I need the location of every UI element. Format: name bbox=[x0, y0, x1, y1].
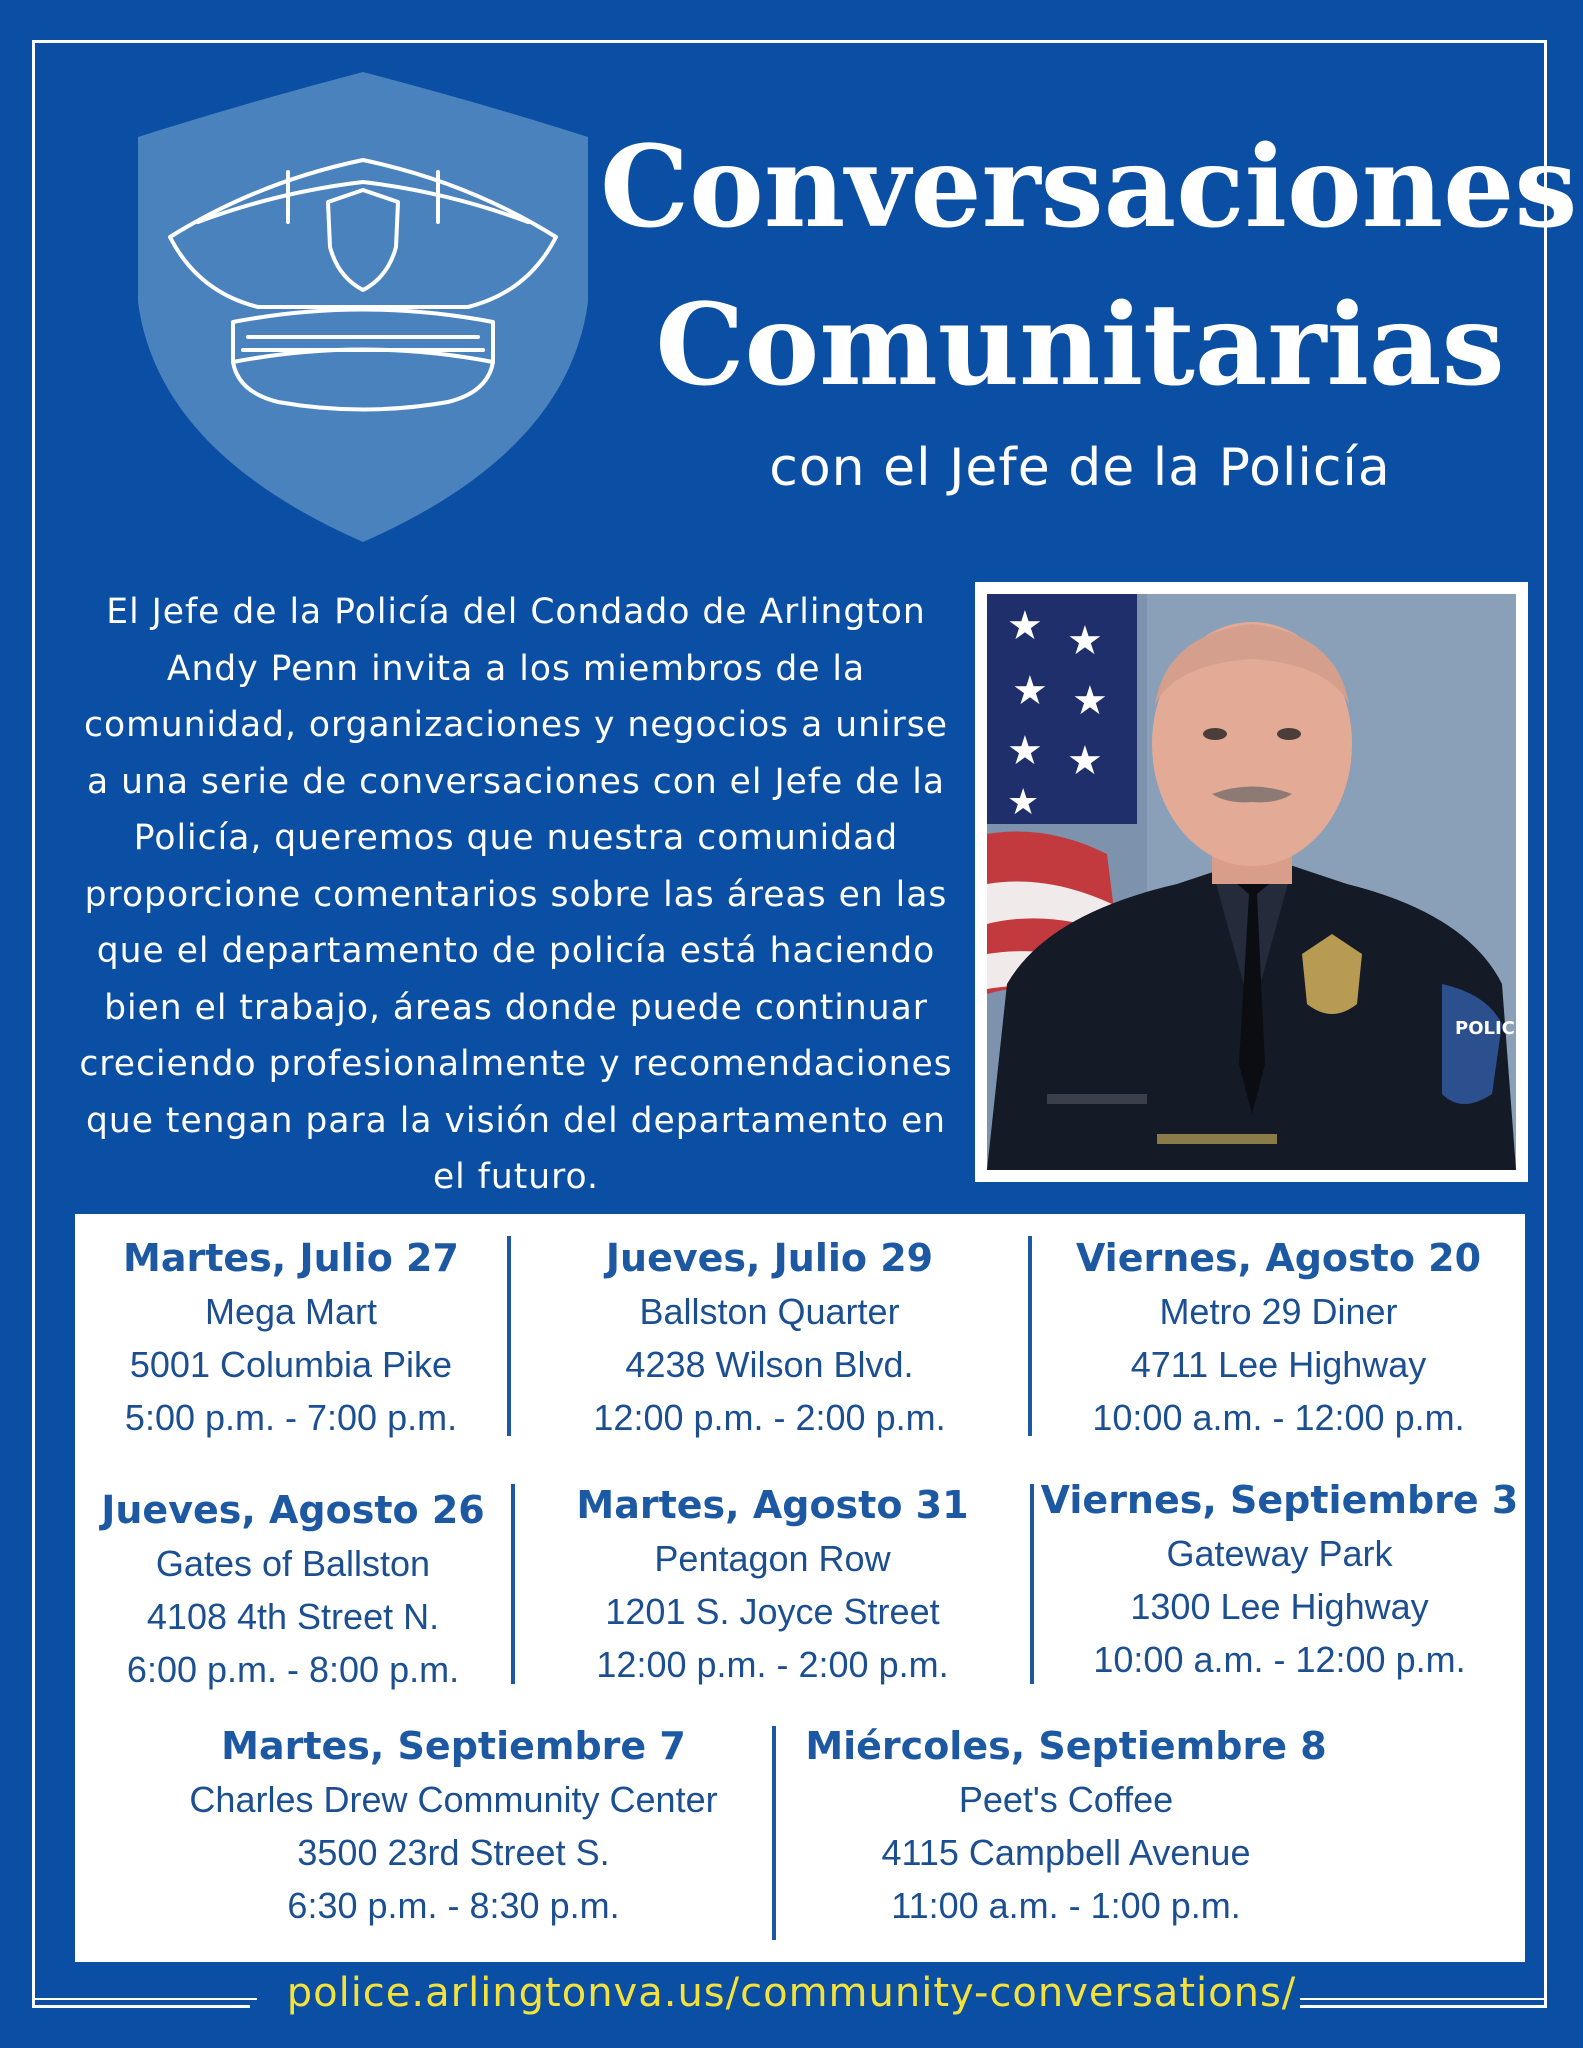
event-place: Metro 29 Diner bbox=[1159, 1291, 1398, 1332]
title-line-2: Comunitarias bbox=[655, 280, 1505, 411]
event-time: 12:00 p.m. - 2:00 p.m. bbox=[593, 1397, 946, 1438]
event-address: 5001 Columbia Pike bbox=[129, 1344, 453, 1385]
event-time: 5:00 p.m. - 7:00 p.m. bbox=[124, 1397, 458, 1438]
event-address: 1201 S. Joyce Street bbox=[605, 1591, 940, 1632]
event-date: Miércoles, Septiembre 8 bbox=[805, 1724, 1327, 1768]
intro-line: El Jefe de la Policía del Condado de Arlington bbox=[106, 592, 926, 632]
events-panel bbox=[75, 1214, 1525, 1962]
intro-paragraph bbox=[62, 584, 970, 1206]
event-date: Martes, Septiembre 7 bbox=[221, 1724, 686, 1768]
event-card bbox=[511, 1232, 1028, 1444]
svg-text:★: ★ bbox=[1012, 668, 1048, 714]
event-place: Gateway Park bbox=[1166, 1533, 1393, 1574]
event-date: Martes, Agosto 31 bbox=[576, 1483, 969, 1527]
intro-line: creciendo profesionalmente y recomendaciones bbox=[79, 1044, 953, 1084]
event-card bbox=[515, 1479, 1030, 1691]
event-date: Jueves, Julio 29 bbox=[605, 1236, 934, 1280]
intro-line: a una serie de conversaciones con el Jefe de la bbox=[86, 761, 946, 802]
title-line-1: Conversaciones bbox=[600, 122, 1578, 253]
event-place: Peet's Coffee bbox=[958, 1779, 1174, 1820]
intro-line: el futuro. bbox=[432, 1157, 600, 1197]
svg-text:★: ★ bbox=[1067, 618, 1103, 664]
intro-line: Andy Penn invita a los miembros de la bbox=[166, 648, 866, 689]
intro-line: comunidad, organizaciones y negocios a unirse bbox=[84, 705, 948, 745]
subtitle: con el Jefe de la Policía bbox=[769, 438, 1391, 498]
event-date: Jueves, Agosto 26 bbox=[101, 1488, 485, 1532]
event-time: 6:00 p.m. - 8:00 p.m. bbox=[126, 1649, 460, 1690]
svg-text:★: ★ bbox=[1007, 603, 1043, 649]
website-link[interactable]: police.arlingtonva.us/community-conversations/ bbox=[286, 1970, 1297, 2016]
event-date: Martes, Julio 27 bbox=[123, 1236, 459, 1280]
intro-line: proporcione comentarios sobre las áreas en las bbox=[84, 874, 948, 915]
event-address: 4115 Campbell Avenue bbox=[881, 1832, 1251, 1873]
police-cap-shield-icon bbox=[138, 72, 588, 542]
event-place: Pentagon Row bbox=[654, 1538, 891, 1579]
event-time: 11:00 a.m. - 1:00 p.m. bbox=[891, 1885, 1241, 1926]
event-date: Viernes, Septiembre 3 bbox=[1040, 1478, 1519, 1522]
event-address: 4108 4th Street N. bbox=[146, 1596, 440, 1637]
svg-text:★: ★ bbox=[1007, 728, 1043, 774]
patch-text: POLICE bbox=[1455, 1018, 1528, 1039]
event-place: Ballston Quarter bbox=[639, 1291, 900, 1332]
event-time: 6:30 p.m. - 8:30 p.m. bbox=[287, 1885, 620, 1926]
event-card bbox=[75, 1484, 511, 1696]
event-address: 1300 Lee Highway bbox=[1130, 1586, 1429, 1627]
svg-text:★: ★ bbox=[1072, 678, 1108, 724]
intro-line: que tengan para la visión del departamento en bbox=[85, 1100, 947, 1141]
svg-text:★: ★ bbox=[1067, 738, 1103, 784]
event-card bbox=[776, 1720, 1356, 1932]
intro-line: bien el trabajo, áreas donde puede continuar bbox=[104, 987, 928, 1028]
event-time: 10:00 a.m. - 12:00 p.m. bbox=[1092, 1397, 1465, 1438]
intro-line: Policía, queremos que nuestra comunidad bbox=[133, 818, 899, 858]
event-address: 4238 Wilson Blvd. bbox=[625, 1344, 914, 1385]
event-date: Viernes, Agosto 20 bbox=[1075, 1236, 1482, 1280]
event-card bbox=[1034, 1474, 1525, 1686]
event-address: 3500 23rd Street S. bbox=[297, 1832, 610, 1873]
event-time: 12:00 p.m. - 2:00 p.m. bbox=[596, 1644, 949, 1685]
event-place: Mega Mart bbox=[204, 1291, 378, 1332]
event-time: 10:00 a.m. - 12:00 p.m. bbox=[1093, 1639, 1466, 1680]
event-card bbox=[135, 1720, 772, 1932]
chief-portrait bbox=[975, 582, 1528, 1182]
intro-line: que el departamento de policía está haciendo bbox=[96, 931, 936, 971]
event-place: Gates of Ballston bbox=[155, 1543, 431, 1584]
event-place: Charles Drew Community Center bbox=[189, 1779, 718, 1820]
event-card bbox=[75, 1232, 507, 1444]
svg-text:★: ★ bbox=[1007, 782, 1040, 823]
event-card bbox=[1032, 1232, 1525, 1444]
event-address: 4711 Lee Highway bbox=[1130, 1344, 1427, 1385]
